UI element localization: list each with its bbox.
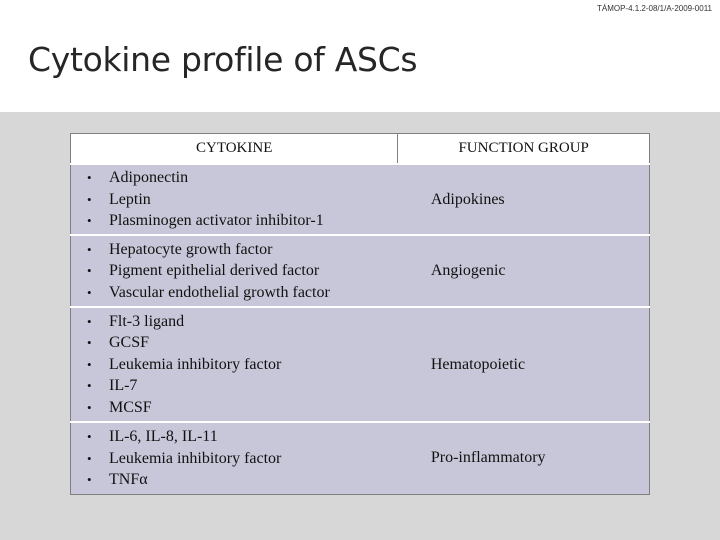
cytokine-cell (71, 422, 398, 494)
list-item: • Pigment epithelial derived factor (87, 260, 398, 282)
list-item: • MCSF (87, 397, 398, 419)
cytokine-list (87, 167, 398, 232)
function-group-cell: Pro-inflammatory (398, 422, 650, 494)
slide-title: Cytokine profile of ASCs (28, 40, 418, 79)
cytokine-cell (71, 164, 398, 235)
cytokine-cell (71, 307, 398, 422)
cytokine-list (87, 426, 398, 491)
list-item: • IL-6, IL-8, IL-11 (87, 426, 398, 448)
function-group-cell: Adipokines (398, 164, 650, 235)
list-item: • IL-7 (87, 375, 398, 397)
table-row (71, 307, 650, 422)
list-item: • Leukemia inhibitory factor (87, 354, 398, 376)
list-item: • Flt-3 ligand (87, 311, 398, 333)
table-row (71, 164, 650, 235)
list-item: • Plasminogen activator inhibitor-1 (87, 210, 398, 232)
table-row (71, 422, 650, 494)
table-header-row (71, 134, 650, 165)
function-group-cell: Hematopoietic (398, 307, 650, 422)
list-item: • GCSF (87, 332, 398, 354)
list-item: • Leukemia inhibitory factor (87, 448, 398, 470)
list-item: • Leptin (87, 189, 398, 211)
table-row (71, 235, 650, 307)
function-group-cell: Angiogenic (398, 235, 650, 307)
list-item: • TNFα (87, 469, 398, 491)
cytokine-table (70, 133, 650, 495)
function-group-column-header: FUNCTION GROUP (398, 134, 650, 165)
list-item: • Adiponectin (87, 167, 398, 189)
cytokine-list (87, 311, 398, 419)
list-item: • Hepatocyte growth factor (87, 239, 398, 261)
list-item: • Vascular endothelial growth factor (87, 282, 398, 304)
cytokine-column-header: CYTOKINE (71, 134, 398, 165)
cytokine-list (87, 239, 398, 304)
cytokine-cell (71, 235, 398, 307)
project-id: TÁMOP-4.1.2-08/1/A-2009-0011 (596, 4, 712, 13)
